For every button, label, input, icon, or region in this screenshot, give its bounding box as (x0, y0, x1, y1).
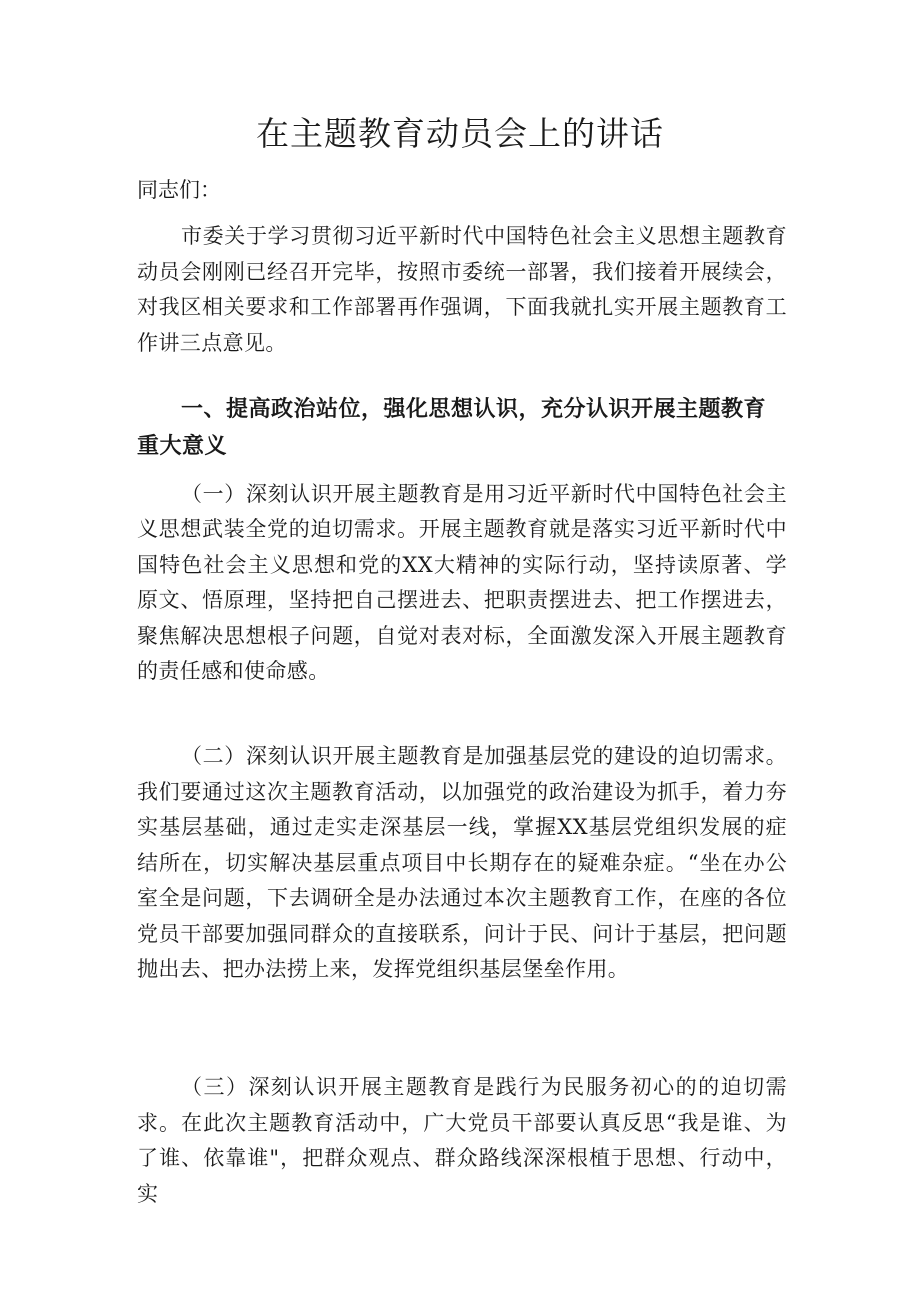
salutation: 同志们： (137, 178, 221, 202)
section-one-heading: 一、提高政治站位，强化思想认识，充分认识开展主题教育重大意义 (137, 397, 767, 459)
paragraph-one: （一）深刻认识开展主题教育是用习近平新时代中国特色社会主义思想武装全党的迫切需求。开展主题教育就是落实习近平新时代中国特色社会主义思想和党的XX大精神的实际行动，坚持读原著、学原文、悟原理，坚持把自己摆进去、把职责摆进去、把工作摆进去，聚焦解决思想根子问题，自觉对表对标，全面激发深入开展主题教育的责任感和使命感。 (137, 482, 787, 684)
intro-paragraph: 市委关于学习贯彻习近平新时代中国特色社会主义思想主题教育动员会刚刚已经召开完毕，按照市委统一部署，我们接着开展续会，对我区相关要求和工作部署再作强调，下面我就扎实开展主题教育工作讲三点意见。 (137, 224, 787, 355)
paragraph-three: （三）深刻认识开展主题教育是践行为民服务初心的的迫切需求。在此次主题教育活动中，广大党员干部要认真反思“我是谁、为了谁、依靠谁"，把群众观点、群众路线深深根植于思想、行动中，实 (137, 1075, 787, 1206)
document-title: 在主题教育动员会上的讲话 (256, 114, 664, 153)
paragraph-two: （二）深刻认识开展主题教育是加强基层党的建设的迫切需求。我们要通过这次主题教育活动，以加强党的政治建设为抓手，着力夯实基层基础，通过走实走深基层一线，掌握XX基层党组织发展的症结所在，切实解决基层重点项目中长期存在的疑难杂症。“坐在办公室全是问题，下去调研全是办法通过本次主题教育工作，在座的各位党员干部要加强同群众的直接联系，问计于民、问计于基层，把问题抛出去、把办法捞上来，发挥党组织基层堡垒作用。 (137, 744, 787, 981)
